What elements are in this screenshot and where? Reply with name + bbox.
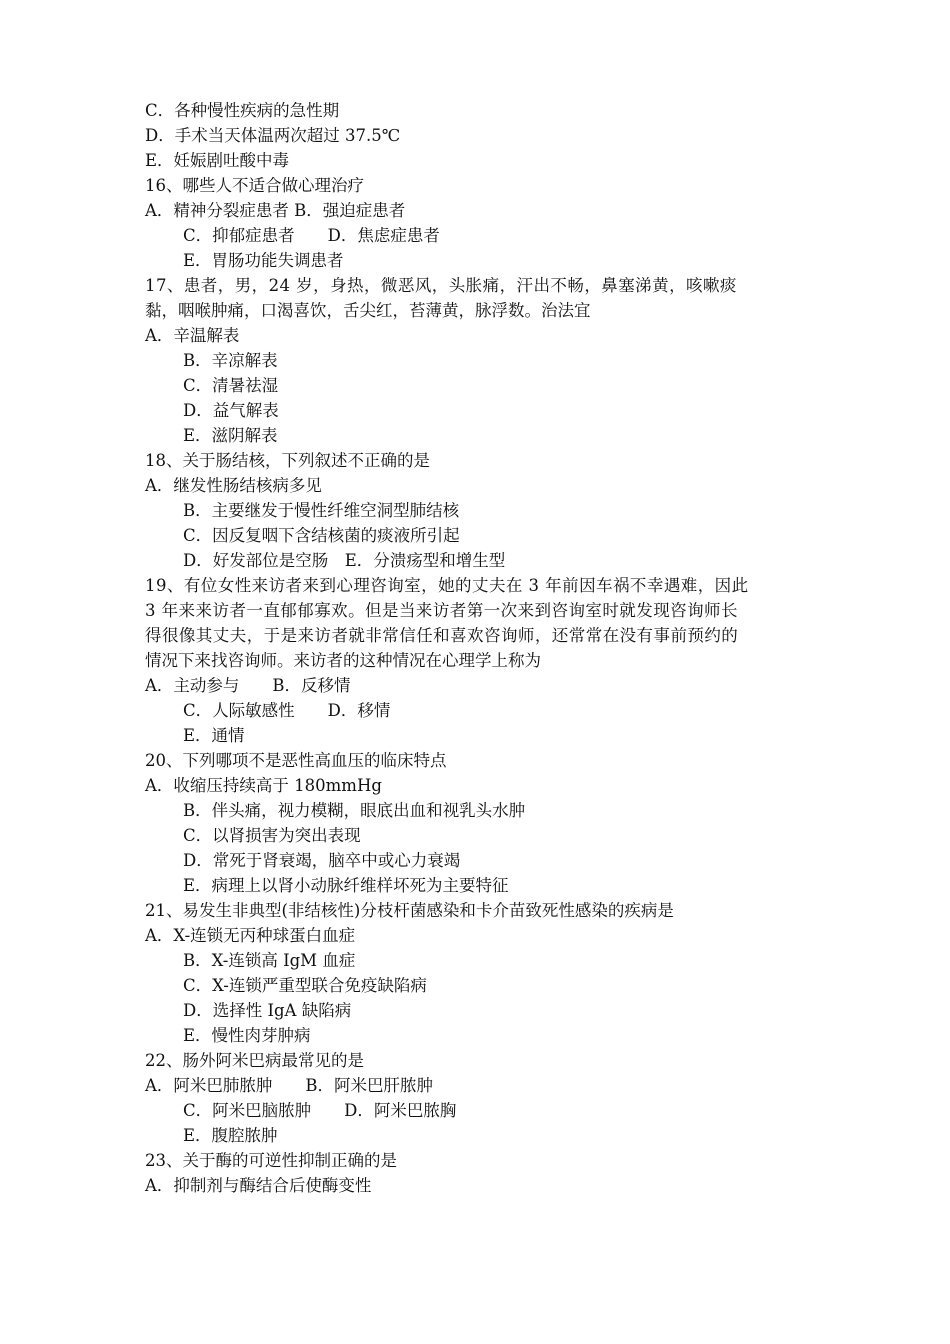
question-19-continued: 情况下来找咨询师。来访者的这种情况在心理学上称为	[145, 651, 541, 670]
question-17: 17、患者，男，24 岁，身热，微恶风，头胀痛，汗出不畅，鼻塞涕黄，咳嗽痰	[145, 276, 737, 295]
option-line: C．人际敏感性 D．移情	[183, 701, 391, 720]
option-line: E．妊娠剧吐酸中毒	[145, 151, 290, 170]
question-17-continued: 黏，咽喉肿痛，口渴喜饮，舌尖红，苔薄黄，脉浮数。治法宜	[145, 301, 591, 320]
question-20: 20、下列哪项不是恶性高血压的临床特点	[145, 751, 447, 770]
question-21: 21、易发生非典型(非结核性)分枝杆菌感染和卡介苗致死性感染的疾病是	[145, 901, 674, 920]
option-line: C．因反复咽下含结核菌的痰液所引起	[183, 526, 460, 545]
option-line: E．病理上以肾小动脉纤维样坏死为主要特征	[183, 876, 509, 895]
option-line: C．清暑祛湿	[183, 376, 279, 395]
option-line: B．辛凉解表	[183, 351, 278, 370]
option-line: D．益气解表	[183, 401, 279, 420]
option-line: E．慢性肉芽肿病	[183, 1026, 311, 1045]
option-line: C．抑郁症患者 D．焦虑症患者	[183, 226, 440, 245]
option-line: D．常死于肾衰竭，脑卒中或心力衰竭	[183, 851, 461, 870]
option-line: A．收缩压持续高于 180mmHg	[145, 776, 382, 795]
option-line: B．主要继发于慢性纤维空洞型肺结核	[183, 501, 460, 520]
exam-questions	[145, 98, 810, 1198]
question-16: 16、哪些人不适合做心理治疗	[145, 176, 364, 195]
option-line: C．X-连锁严重型联合免疫缺陷病	[183, 976, 427, 995]
option-line: C．阿米巴脑脓肿 D．阿米巴脓胸	[183, 1101, 457, 1120]
option-line: A．主动参与 B．反移情	[145, 676, 351, 695]
question-19-continued: 3 年来来访者一直郁郁寡欢。但是当来访者第一次来到咨询室时就发现咨询师长	[145, 601, 738, 620]
option-line: A．抑制剂与酶结合后使酶变性	[145, 1176, 372, 1195]
option-line: A．辛温解表	[145, 326, 240, 345]
option-line: E．通情	[183, 726, 245, 745]
option-line: A．继发性肠结核病多见	[145, 476, 322, 495]
option-line: A．阿米巴肺脓肿 B．阿米巴肝脓肿	[145, 1076, 434, 1095]
option-line: E．腹腔脓肿	[183, 1126, 278, 1145]
option-line: D．好发部位是空肠 E．分溃疡型和增生型	[183, 551, 506, 570]
question-23: 23、关于酶的可逆性抑制正确的是	[145, 1151, 397, 1170]
question-18: 18、关于肠结核，下列叙述不正确的是	[145, 451, 430, 470]
option-line: A．精神分裂症患者 B．强迫症患者	[145, 201, 406, 220]
option-line: C．各种慢性疾病的急性期	[145, 101, 340, 120]
option-line: E．胃肠功能失调患者	[183, 251, 344, 270]
option-line: E．滋阴解表	[183, 426, 278, 445]
option-line: A．X-连锁无丙种球蛋白血症	[145, 926, 356, 945]
option-line: B．伴头痛，视力模糊，眼底出血和视乳头水肿	[183, 801, 526, 820]
option-line: B．X-连锁高 IgM 血症	[183, 951, 356, 970]
option-line: C．以肾损害为突出表现	[183, 826, 361, 845]
option-line: D．手术当天体温两次超过 37.5℃	[145, 126, 401, 145]
question-19: 19、有位女性来访者来到心理咨询室，她的丈夫在 3 年前因车祸不幸遇难，因此	[145, 576, 749, 595]
question-19-continued: 得很像其丈夫，于是来访者就非常信任和喜欢咨询师，还常常在没有事前预约的	[145, 626, 739, 645]
option-line: D．选择性 IgA 缺陷病	[183, 1001, 352, 1020]
question-22: 22、肠外阿米巴病最常见的是	[145, 1051, 364, 1070]
